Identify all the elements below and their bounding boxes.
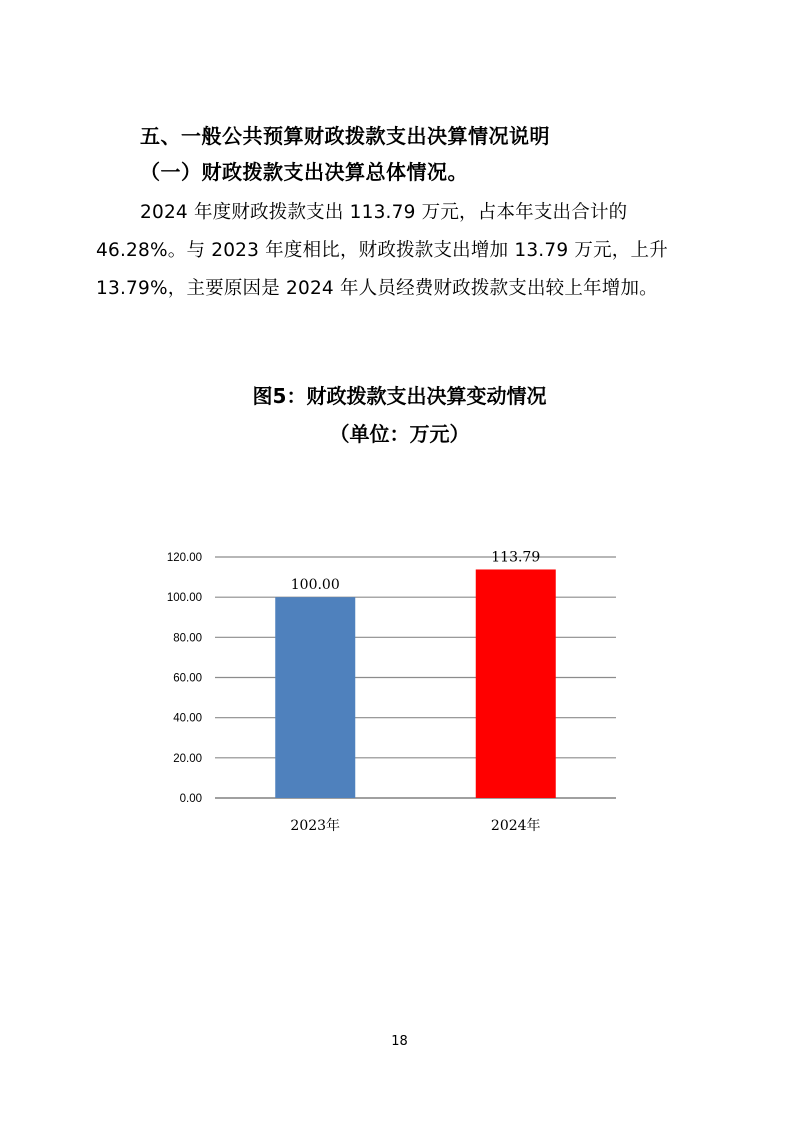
bar [275,597,355,798]
data-label: 113.79 [491,549,541,566]
x-tick-label: 2024年 [490,818,541,834]
x-tick-label: 2023年 [290,818,341,834]
section-title: 五、一般公共预算财政拨款支出决算情况说明 [140,124,550,148]
y-tick-label: 20.00 [173,752,202,765]
paragraph-line: 13.79%，主要原因是 2024 年人员经费财政拨款支出较上年增加。 [96,278,658,299]
subsection-title: （一）财政拨款支出决算总体情况。 [140,160,468,184]
bar [476,569,556,798]
y-tick-label: 0.00 [179,793,202,805]
page-number: 18 [391,1034,408,1049]
y-tick-label: 40.00 [173,712,202,725]
chart-title: 图5：财政拨款支出决算变动情况 [252,384,547,408]
y-tick-label: 60.00 [173,672,202,685]
paragraph-line: 46.28%。与 2023 年度相比，财政拨款支出增加 13.79 万元，上升 [96,240,668,261]
paragraph-line: 2024 年度财政拨款支出 113.79 万元，占本年支出合计的 [140,202,628,223]
chart-unit-label: （单位：万元） [329,422,470,446]
y-tick-label: 120.00 [166,552,202,564]
y-tick-label: 100.00 [166,592,202,605]
body-paragraph [96,194,706,308]
data-label: 100.00 [290,577,340,594]
y-tick-label: 80.00 [173,632,202,645]
